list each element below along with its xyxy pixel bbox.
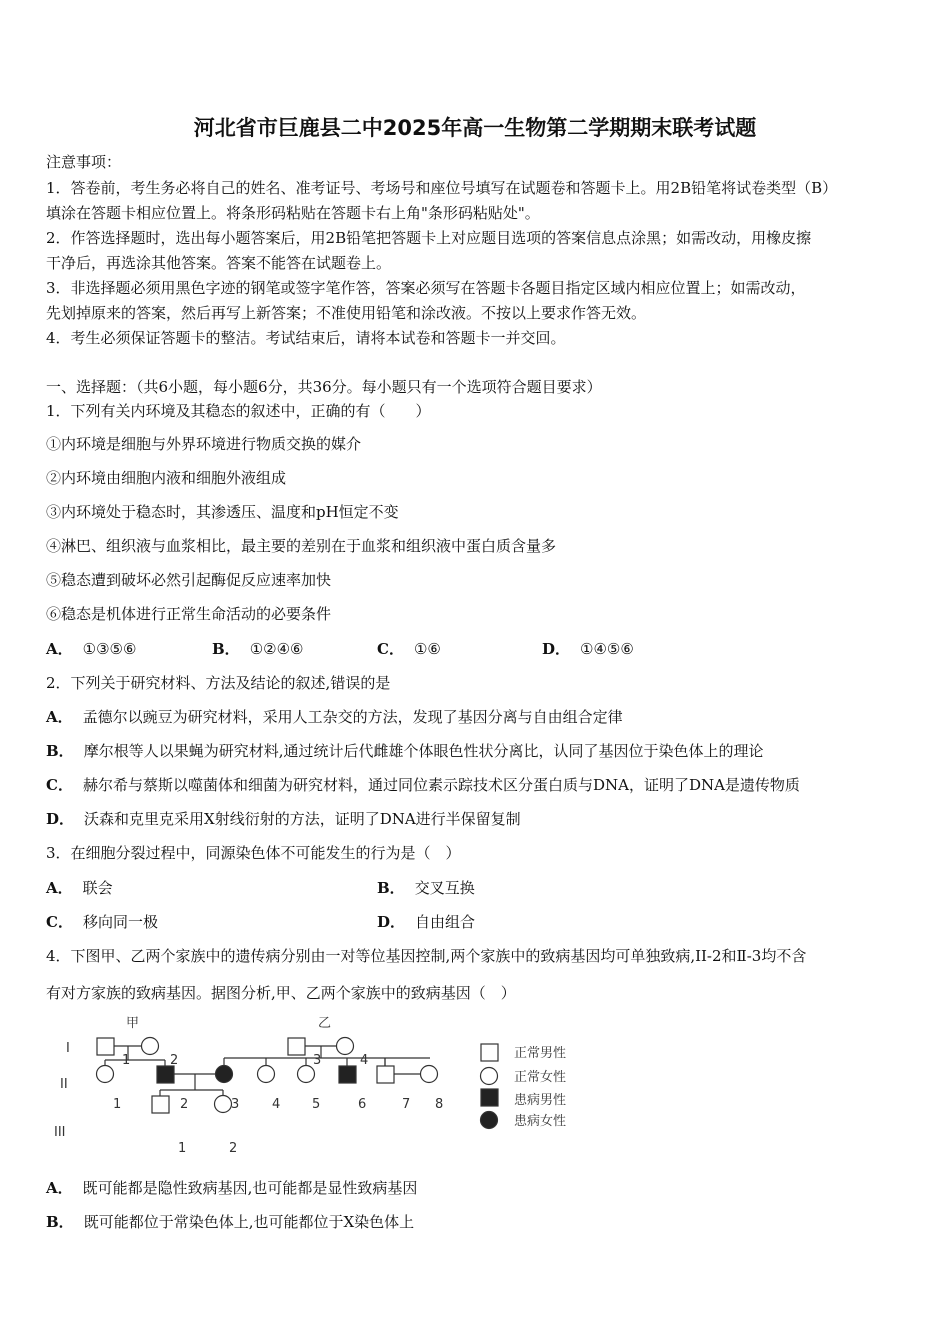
pedigree-normal-male [97, 1038, 114, 1055]
pedigree-number: 4 [272, 1097, 281, 1112]
legend-label: 患病女性 [514, 1114, 567, 1129]
option-label: B． [212, 640, 240, 658]
pedigree-number: 2 [170, 1053, 179, 1068]
q1-option-a[interactable] [46, 639, 136, 659]
pedigree-normal-female [258, 1066, 275, 1083]
question-4-stem: 4．下图甲、乙两个家族中的遗传病分别由一对等位基因控制,两个家族中的致病基因均可单独致病,II-2和Ⅱ-3均不含 [46, 947, 807, 965]
q4-option-a[interactable] [46, 1178, 417, 1198]
option-label: C． [46, 913, 73, 931]
option-text: ①②④⑥ [249, 640, 304, 658]
option-label: B． [46, 1213, 74, 1231]
option-label: A． [46, 708, 73, 726]
option-label: A． [46, 640, 73, 658]
option-label: D． [377, 913, 406, 931]
option-text: ①④⑤⑥ [580, 640, 634, 658]
q2-option-d[interactable] [46, 809, 521, 829]
option-text: 沃森和克里克采用X射线衍射的方法，证明了DNA进行半保留复制 [84, 810, 521, 828]
pedigree-number: 2 [229, 1141, 238, 1156]
notice-line: 4．考生必须保证答题卡的整洁。考试结束后，请将本试卷和答题卡一并交回。 [46, 329, 566, 347]
option-text: 既可能都位于常染色体上,也可能都位于X染色体上 [83, 1213, 415, 1231]
pedigree-normal-female [298, 1066, 315, 1083]
q3-option-d[interactable] [377, 912, 475, 932]
pedigree-number: 6 [358, 1097, 367, 1112]
legend-affected-male-symbol [481, 1089, 498, 1106]
option-text: ①⑥ [413, 640, 441, 658]
q1-option-b[interactable] [212, 639, 303, 659]
option-label: C． [377, 640, 404, 658]
option-label: B． [46, 742, 74, 760]
q3-option-a[interactable] [46, 878, 113, 898]
notice-line: 填涂在答题卡相应位置上。将条形码粘贴在答题卡右上角"条形码粘贴处"。 [46, 204, 540, 222]
q1-item: ②内环境由细胞内液和细胞外液组成 [46, 469, 287, 487]
pedigree-affected-male [157, 1066, 174, 1083]
question-3-stem: 3．在细胞分裂过程中，同源染色体不可能发生的行为是（ ） [46, 844, 461, 862]
option-text: ①③⑤⑥ [82, 640, 137, 658]
option-text: 交叉互换 [414, 879, 475, 897]
generation-label: I [66, 1041, 70, 1056]
page-title: 河北省市巨鹿县二中2025年高一生物第二学期期末联考试题 [193, 116, 757, 140]
pedigree-number: 4 [360, 1053, 369, 1068]
option-text: 自由组合 [415, 913, 476, 931]
q1-item: ③内环境处于稳态时，其渗透压、温度和pH恒定不变 [46, 503, 399, 521]
notice-line: 先划掉原来的答案，然后再写上新答案；不准使用铅笔和涂改液。不按以上要求作答无效。 [46, 304, 647, 322]
generation-label: III [54, 1125, 66, 1140]
legend-normal-female-symbol [481, 1068, 498, 1085]
pedigree-number: 5 [312, 1097, 321, 1112]
notice-line: 3．非选择题必须用黑色字迹的钢笔或签字笔作答，答案必须写在答题卡各题目指定区域内相应位置上；如需改动， [46, 279, 806, 297]
pedigree-normal-female [215, 1096, 232, 1113]
pedigree-number: 1 [178, 1141, 187, 1156]
option-label: A． [46, 1179, 73, 1197]
pedigree-number: 7 [402, 1097, 411, 1112]
notice-line: 干净后，再选涂其他答案。答案不能答在试题卷上。 [46, 254, 392, 272]
option-text: 联会 [82, 879, 113, 897]
option-text: 赫尔希与蔡斯以噬菌体和细菌为研究材料，通过同位素示踪技术区分蛋白质与DNA，证明了DNA是遗传物质 [82, 776, 800, 794]
question-4-stem-cont: 有对方家族的致病基因。据图分析,甲、乙两个家族中的致病基因（ ） [46, 984, 516, 1002]
pedigree-normal-female [97, 1066, 114, 1083]
legend-label: 患病男性 [514, 1093, 567, 1108]
pedigree-number: 3 [231, 1097, 240, 1112]
option-label: B． [377, 879, 405, 897]
pedigree-normal-female [142, 1038, 159, 1055]
pedigree-number: 1 [122, 1053, 131, 1068]
q1-option-c[interactable] [377, 639, 441, 659]
legend-affected-female-symbol [481, 1112, 498, 1129]
q1-item: ⑤稳态遭到破坏必然引起酶促反应速率加快 [46, 571, 332, 589]
notice-line: 2．作答选择题时，选出每小题答案后，用2B铅笔把答题卡上对应题目选项的答案信息点涂黑；如需改动，用橡皮擦 [46, 229, 812, 247]
section-heading: 一、选择题：（共6小题，每小题6分，共36分。每小题只有一个选项符合题目要求） [46, 378, 602, 396]
q2-option-a[interactable] [46, 707, 623, 727]
pedigree-number: 3 [313, 1053, 322, 1068]
pedigree-normal-male [377, 1066, 394, 1083]
q1-item: ⑥稳态是机体进行正常生命活动的必要条件 [46, 605, 332, 623]
q2-option-b[interactable] [46, 741, 763, 761]
q1-item: ①内环境是细胞与外界环境进行物质交换的媒介 [46, 435, 362, 453]
family-label-jia: 甲 [126, 1016, 140, 1031]
option-label: A． [46, 879, 73, 897]
option-label: D． [542, 640, 571, 658]
legend-normal-male-symbol [481, 1044, 498, 1061]
option-text: 既可能都是隐性致病基因,也可能都是显性致病基因 [82, 1179, 418, 1197]
q1-item: ④淋巴、组织液与血浆相比，最主要的差别在于血浆和组织液中蛋白质含量多 [46, 537, 557, 555]
pedigree-affected-male [339, 1066, 356, 1083]
pedigree-number: 2 [180, 1097, 189, 1112]
pedigree-affected-female [216, 1066, 233, 1083]
pedigree-number: 8 [435, 1097, 444, 1112]
pedigree-normal-female [337, 1038, 354, 1055]
pedigree-normal-male [288, 1038, 305, 1055]
family-label-yi: 乙 [318, 1016, 332, 1031]
legend-label: 正常女性 [514, 1070, 567, 1085]
option-label: C． [46, 776, 73, 794]
pedigree-diagram [40, 1012, 640, 1157]
q3-option-b[interactable] [377, 878, 475, 898]
option-label: D． [46, 810, 75, 828]
question-1-stem: 1．下列有关内环境及其稳态的叙述中，正确的有（ ） [46, 402, 431, 420]
legend-label: 正常男性 [514, 1046, 567, 1061]
pedigree-number: 1 [113, 1097, 122, 1112]
generation-label: II [60, 1077, 68, 1092]
notice-line: 1．答卷前，考生务必将自己的姓名、准考证号、考场号和座位号填写在试题卷和答题卡上。用2B铅笔将试卷类型（B） [46, 179, 838, 197]
q3-option-c[interactable] [46, 912, 158, 932]
option-text: 摩尔根等人以果蝇为研究材料,通过统计后代雌雄个体眼色性状分离比，认同了基因位于染色体上的理论 [83, 742, 764, 760]
question-2-stem: 2．下列关于研究材料、方法及结论的叙述,错误的是 [46, 674, 391, 692]
pedigree-normal-female [421, 1066, 438, 1083]
q2-option-c[interactable] [46, 775, 800, 795]
q1-option-d[interactable] [542, 639, 634, 659]
q4-option-b[interactable] [46, 1212, 414, 1232]
pedigree-normal-male [152, 1096, 169, 1113]
option-text: 孟德尔以豌豆为研究材料，采用人工杂交的方法，发现了基因分离与自由组合定律 [82, 708, 623, 726]
option-text: 移向同一极 [82, 913, 158, 931]
notice-heading: 注意事项： [46, 153, 122, 171]
